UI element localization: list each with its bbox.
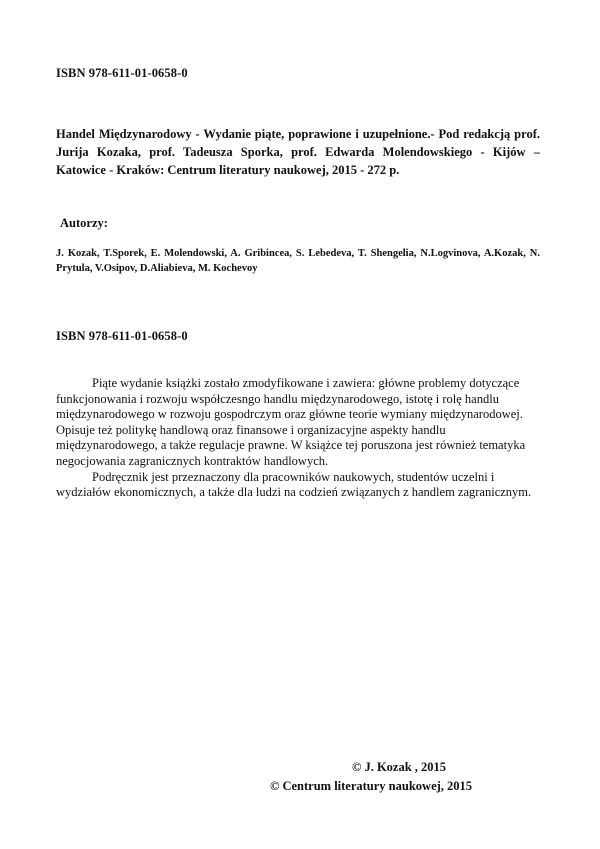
authors-heading: Autorzy:: [60, 216, 108, 230]
copyright-publisher: © Centrum literatury naukowej, 2015: [270, 779, 473, 793]
abstract-paragraph-2: Podręcznik jest przeznaczony dla pracowników naukowych, studentów uczelni i wydziałów ekonomicznych, a także dla ludzi na codzień związanych z handlem zagranicznym.: [56, 469, 532, 500]
abstract-paragraph-1: Piąte wydanie książki zostało zmodyfikowane i zawiera: główne problemy dotyczące funkcjonowania i rozwoju współczesngo handlu międzynarodowego, istotę i rolę handlu międzynarodowego w rozwoju gospodrczym oraz główne teorie wymiany międzynarodowej. Opisuje też politykę handlową oraz finansowe i organizacyjne aspekty handlu międzynarodowego, a także regulacje prawne. W książce tej poruszona jest również tematyka negocjowania zagranicznych kontraktów handlowych.: [56, 376, 526, 468]
isbn-middle: ISBN 978-611-01-0658-0: [56, 329, 188, 343]
abstract: [56, 376, 542, 501]
isbn-top: ISBN 978-611-01-0658-0: [56, 66, 188, 80]
bibliographic-citation: Handel Międzynarodowy - Wydanie piąte, poprawione i uzupełnione.- Pod redakcją prof. Jurija Kozaka, prof. Tadeusza Sporka, prof. Edwarda Molendowskiego - Kijów – Katowice - Kraków: Centrum literatury naukowej, 2015 - 272 p.: [56, 127, 540, 177]
copyright-author: © J. Kozak , 2015: [352, 760, 447, 774]
authors-list: J. Kozak, T.Sporek, E. Molendowski, A. Gribincea, S. Lebedeva, T. Shengelia, N.Logvinova, A.Kozak, N. Prytula, V.Osipov, D.Aliabieva, M. Kochevoy: [56, 248, 540, 274]
